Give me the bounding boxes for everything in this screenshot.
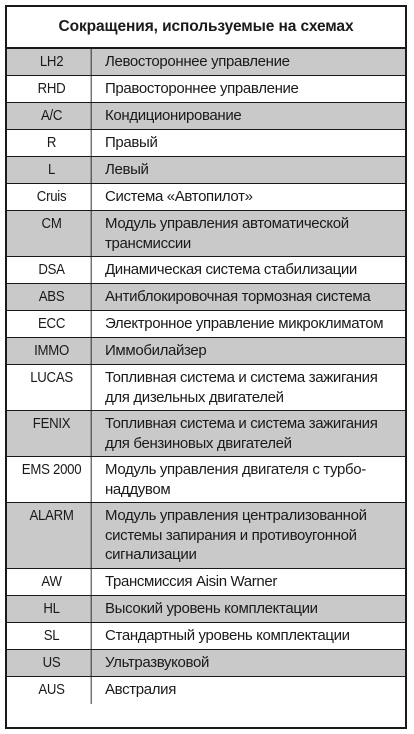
description-cell: Модуль управления двигателя с турбо-наддувом — [105, 461, 366, 498]
abbreviation-cell: Cruis — [12, 184, 91, 210]
abbreviation-cell: R — [12, 130, 91, 156]
description-cell: Модуль управления централизованной системы запирания и противоугонной сигнализации — [105, 507, 367, 563]
description-cell: Ультразвуковой — [105, 654, 210, 671]
abbreviation-cell: AW — [12, 569, 91, 595]
abbreviation-cell: IMMO — [12, 338, 91, 364]
abbreviation-cell: SL — [12, 623, 91, 649]
description-cell: Антиблокировочная тормозная система — [105, 288, 371, 305]
table-row — [7, 569, 405, 596]
abbreviation-cell: ALARM — [12, 503, 91, 568]
table-body — [7, 49, 405, 704]
description-cell: Правостороннее управление — [105, 80, 299, 97]
abbreviations-table — [5, 5, 407, 729]
table-row — [7, 49, 405, 76]
description-cell: Трансмиссия Aisin Warner — [105, 573, 278, 590]
table-row — [7, 130, 405, 157]
description-cell: Левостороннее управление — [105, 53, 290, 70]
table-row — [7, 184, 405, 211]
table-title: Сокращения, используемые на схемах — [7, 7, 405, 49]
description-cell: Стандартный уровень комплектации — [105, 627, 350, 644]
table-row — [7, 596, 405, 623]
table-row — [7, 103, 405, 130]
table-row — [7, 76, 405, 103]
abbreviation-cell: LH2 — [12, 49, 91, 75]
abbreviation-cell: FENIX — [12, 411, 91, 456]
abbreviation-cell: LUCAS — [12, 365, 91, 410]
table-row — [7, 677, 405, 704]
table-row — [7, 503, 405, 569]
abbreviation-cell: AUS — [12, 677, 91, 704]
description-cell: Австралия — [105, 681, 176, 698]
abbreviation-cell: CM — [12, 211, 91, 256]
table-row — [7, 157, 405, 184]
table-row — [7, 365, 405, 411]
description-cell: Электронное управление микроклиматом — [105, 315, 384, 332]
description-cell: Динамическая система стабилизации — [105, 261, 357, 278]
table-row — [7, 211, 405, 257]
table-row — [7, 623, 405, 650]
table-row — [7, 338, 405, 365]
table-row — [7, 457, 405, 503]
description-cell: Топливная система и система зажигания для бензиновых двигателей — [105, 415, 378, 452]
table-row — [7, 411, 405, 457]
table-row — [7, 650, 405, 677]
abbreviation-cell: HL — [12, 596, 91, 622]
table-row — [7, 311, 405, 338]
abbreviation-cell: DSA — [12, 257, 91, 283]
description-cell: Кондиционирование — [105, 107, 242, 124]
description-cell: Левый — [105, 161, 149, 178]
abbreviation-cell: A/C — [12, 103, 91, 129]
abbreviation-cell: US — [12, 650, 91, 676]
table-row — [7, 284, 405, 311]
description-cell: Иммобилайзер — [105, 342, 207, 359]
description-cell: Правый — [105, 134, 158, 151]
abbreviation-cell: ABS — [12, 284, 91, 310]
description-cell: Высокий уровень комплектации — [105, 600, 318, 617]
abbreviation-cell: EMS 2000 — [12, 457, 91, 502]
abbreviation-cell: L — [12, 157, 91, 183]
abbreviation-cell: ECC — [12, 311, 91, 337]
description-cell: Система «Автопилот» — [105, 188, 253, 205]
description-cell: Модуль управления автоматической трансмиссии — [105, 215, 349, 252]
description-cell: Топливная система и система зажигания для дизельных двигателей — [105, 369, 378, 406]
abbreviation-cell: RHD — [12, 76, 91, 102]
table-row — [7, 257, 405, 284]
